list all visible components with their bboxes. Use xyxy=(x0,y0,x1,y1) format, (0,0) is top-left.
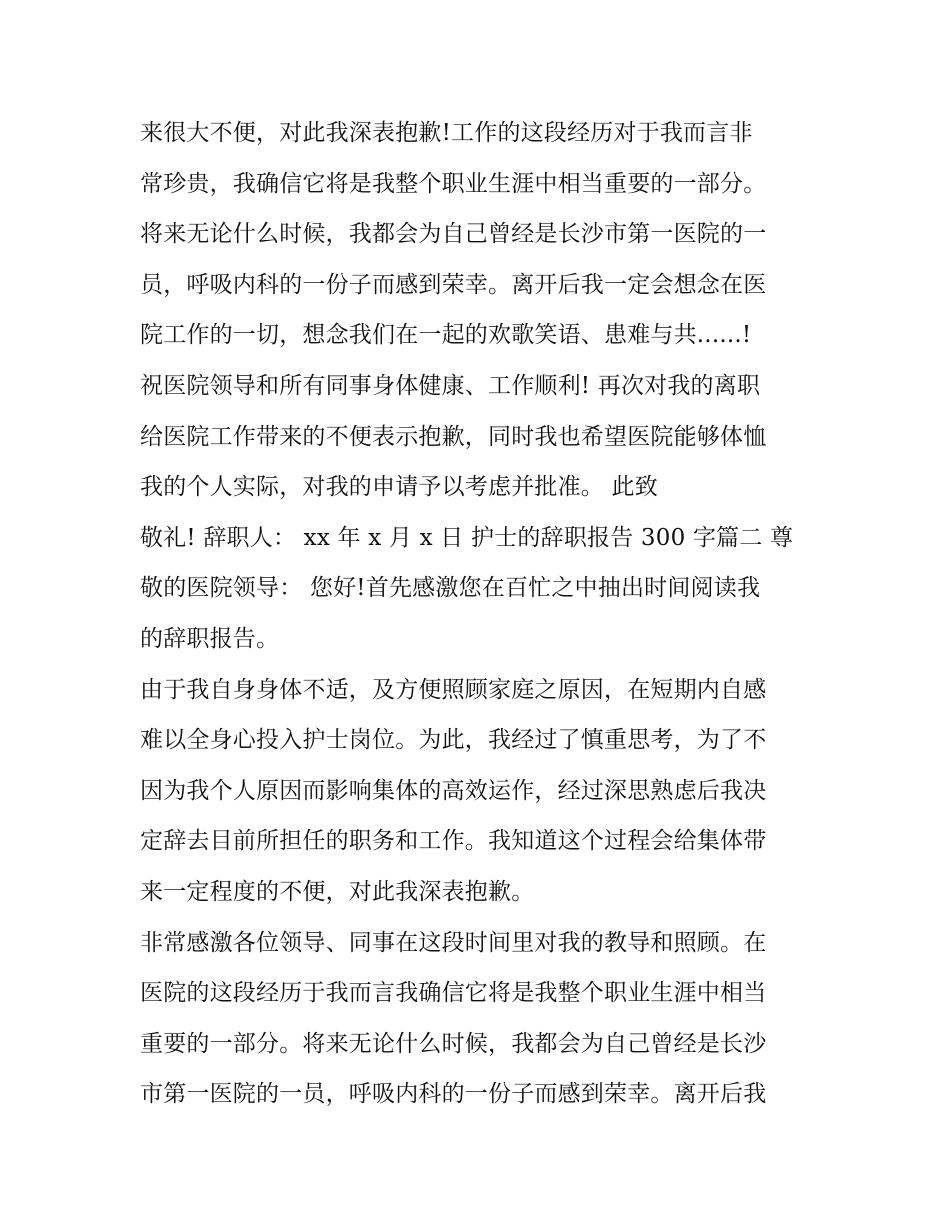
text-line: 将来无论什么时候，我都会为自己曾经是长沙市第一医院的一 xyxy=(140,221,767,248)
text-line: 医院的这段经历于我而言我确信它将是我整个职业生涯中相当 xyxy=(140,980,767,1007)
text-line: 员，呼吸内科的一份子而感到荣幸。离开后我一定会想念在医 xyxy=(140,271,767,298)
text-line: 敬礼! 辞职人： xx 年 x 月 x 日 护士的辞职报告 300 字篇二 尊 xyxy=(140,524,794,551)
text-line: 重要的一部分。将来无论什么时候，我都会为自己曾经是长沙 xyxy=(140,1030,767,1057)
text-line: 给医院工作带来的不便表示抱歉，同时我也希望医院能够体恤 xyxy=(140,423,767,450)
text-line: 常珍贵，我确信它将是我整个职业生涯中相当重要的一部分。 xyxy=(140,170,767,197)
text-line: 非常感激各位领导、同事在这段时间里对我的教导和照顾。在 xyxy=(140,929,767,956)
text-line: 市第一医院的一员，呼吸内科的一份子而感到荣幸。离开后我 xyxy=(140,1081,767,1108)
text-line: 来一定程度的不便，对此我深表抱歉。 xyxy=(140,878,535,905)
text-line: 敬的医院领导： 您好!首先感激您在百忙之中抽出时间阅读我 xyxy=(140,575,761,602)
text-line: 院工作的一切，想念我们在一起的欢歌笑语、患难与共......! xyxy=(140,322,752,349)
text-line: 定辞去目前所担任的职务和工作。我知道这个过程会给集体带 xyxy=(140,828,767,855)
text-line: 由于我自身身体不适，及方便照顾家庭之原因，在短期内自感 xyxy=(140,676,767,703)
text-line: 来很大不便，对此我深表抱歉!工作的这段经历对于我而言非 xyxy=(140,120,753,146)
text-line: 我的个人实际，对我的申请予以考虑并批准。 此致 xyxy=(140,474,658,501)
text-line: 因为我个人原因而影响集体的高效运作，经过深思熟虑后我决 xyxy=(140,777,767,804)
text-line: 祝医院领导和所有同事身体健康、工作顺利! 再次对我的离职 xyxy=(140,372,761,399)
text-line: 难以全身心投入护士岗位。为此，我经过了慎重思考，为了不 xyxy=(140,727,767,754)
body-text xyxy=(140,108,820,1120)
text-line: 的辞职报告。 xyxy=(140,625,280,652)
